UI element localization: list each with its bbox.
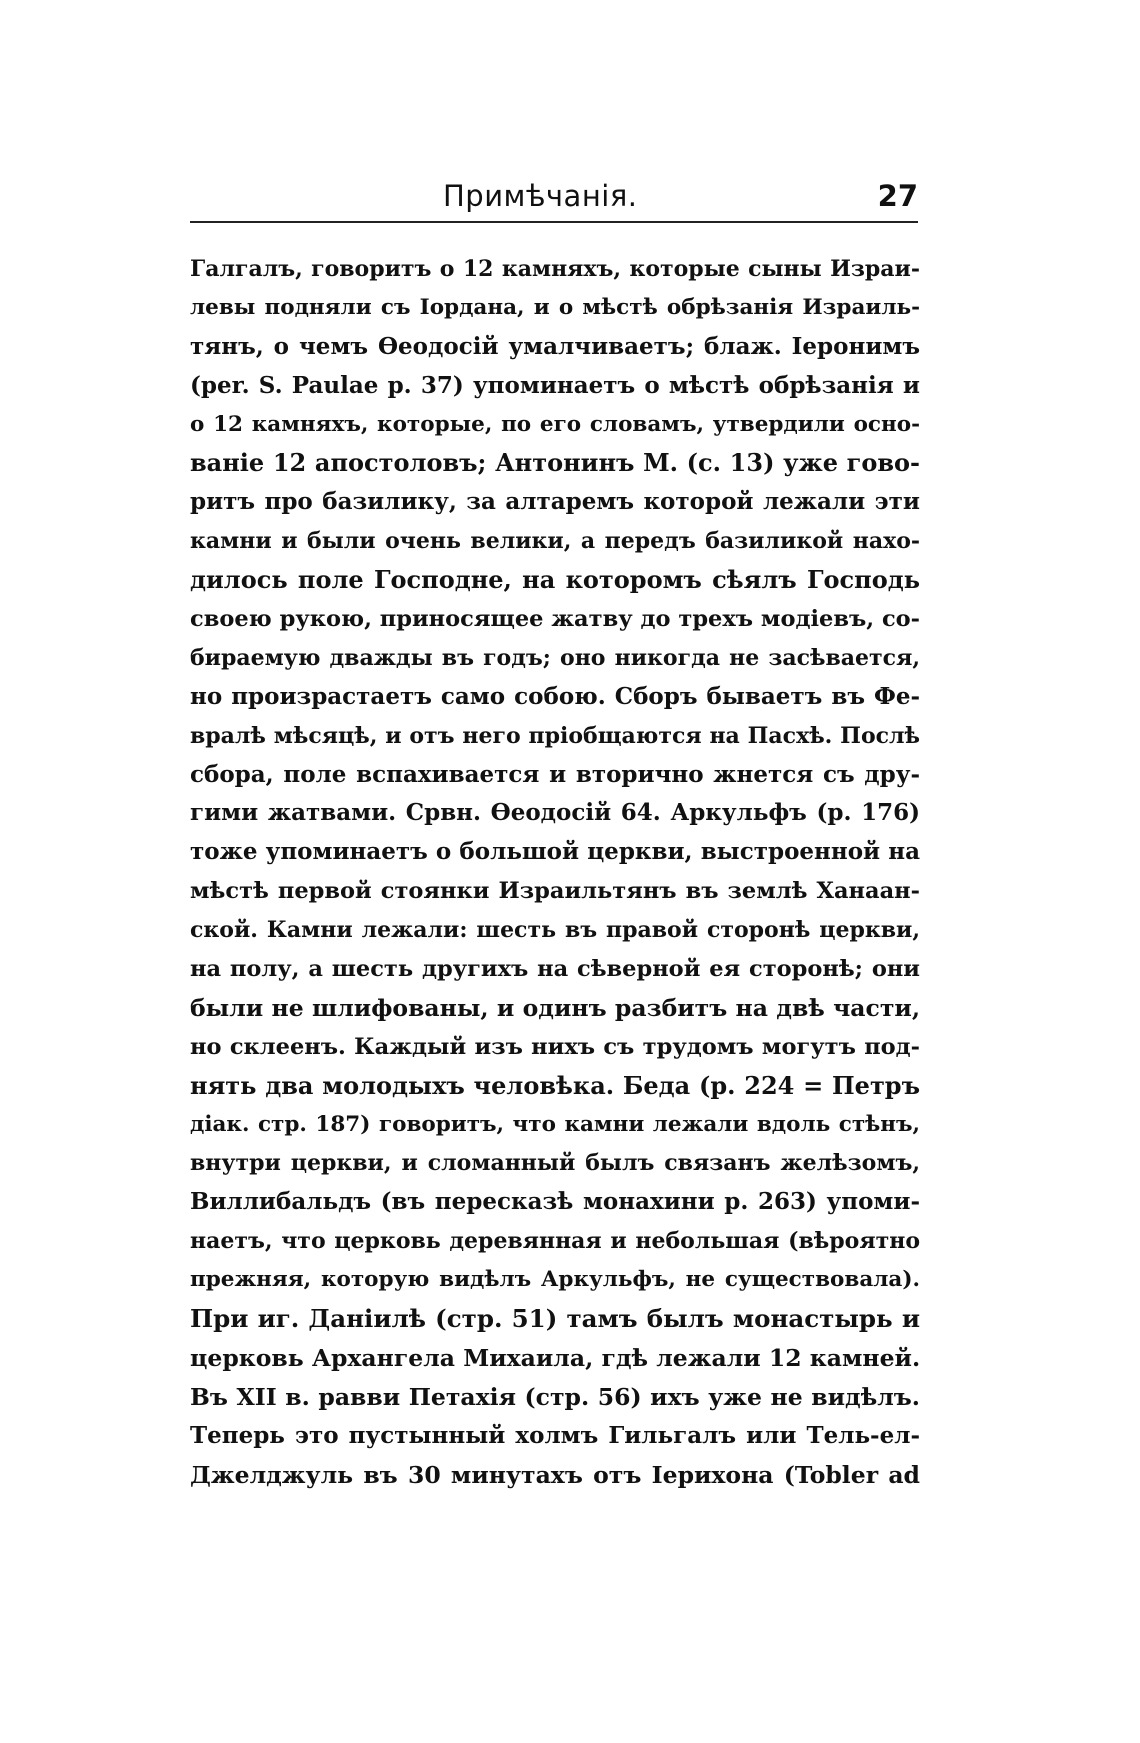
- page-number: 27: [877, 179, 918, 213]
- text-line: о 12 камняхъ, которые, по его словамъ, утвердили осно-: [190, 411, 920, 437]
- text-line: сбора, поле вспахивается и вторично жнется съ дру-: [190, 760, 920, 788]
- text-line: ской. Камни лежали: шесть въ правой сторонѣ церкви,: [190, 917, 920, 944]
- text-line: своею рукою, приносящее жатву до трехъ модіевъ, со-: [190, 606, 920, 633]
- text-line: на полу, а шесть другихъ на сѣверной ея сторонѣ; они: [190, 956, 920, 983]
- text-line: вралѣ мѣсяцѣ, и отъ него пріобщаются на Пасхѣ. Послѣ: [190, 722, 920, 749]
- text-line: были не шлифованы, и одинъ разбитъ на двѣ части,: [190, 993, 920, 1022]
- text-line: Въ XII в. равви Петахія (стр. 56) ихъ уже не видѣлъ.: [190, 1382, 920, 1411]
- text-line: дилось поле Господне, на которомъ сѣялъ Господь: [190, 565, 920, 595]
- text-line: гими жатвами. Срвн. Ѳеодосій 64. Аркульфъ (p. 176): [190, 799, 920, 827]
- page-header: [190, 175, 918, 223]
- text-line: камни и были очень велики, а передъ базиликой нахо-: [190, 528, 920, 555]
- text-line: мѣстѣ первой стоянки Израильтянъ въ землѣ Ханаан-: [190, 878, 920, 905]
- running-title: Примѣчанія.: [443, 179, 638, 213]
- text-line: Галгалъ, говоритъ о 12 камняхъ, которые сыны Израи-: [190, 256, 920, 282]
- text-line: Теперь это пустынный холмъ Гильгалъ или Тель-ел-: [190, 1421, 920, 1449]
- text-line: ритъ про базилику, за алтаремъ которой лежали эти: [190, 488, 920, 516]
- text-line: тоже упоминаетъ о большой церкви, выстроенной на: [190, 838, 920, 866]
- text-line: прежняя, которую видѣлъ Аркульфъ, не существовала).: [190, 1267, 920, 1293]
- text-line: При иг. Даніилѣ (стр. 51) тамъ былъ монастырь и: [190, 1304, 920, 1334]
- text-line: наетъ, что церковь деревянная и небольшая (вѣроятно: [190, 1228, 920, 1255]
- text-line: Виллибальдъ (въ пересказѣ монахини p. 263) упоми-: [190, 1188, 920, 1216]
- text-line: ваніе 12 апостоловъ; Антонинъ М. (с. 13) уже гово-: [190, 448, 920, 478]
- text-line: діак. стр. 187) говоритъ, что камни лежали вдоль стѣнъ,: [190, 1111, 920, 1137]
- text-line: церковь Архангела Михаила, гдѣ лежали 12 камней.: [190, 1343, 921, 1372]
- text-line: но склеенъ. Каждый изъ нихъ съ трудомъ могутъ под-: [190, 1033, 920, 1060]
- text-line: левы подняли съ Іордана, и о мѣстѣ обрѣзанія Израиль-: [190, 294, 920, 320]
- text-line: но произрастаетъ само собою. Сборъ бываетъ въ Фе-: [190, 682, 920, 710]
- body-text: [190, 250, 920, 1495]
- text-line: Джелджуль въ 30 минутахъ отъ Іерихона (Tobler ad: [190, 1460, 920, 1489]
- text-line: (per. S. Paulae p. 37) упоминаетъ о мѣстѣ обрѣзанія и: [190, 371, 920, 399]
- text-line: нять два молодыхъ человѣка. Беда (p. 224 = Петръ: [190, 1070, 920, 1100]
- text-line: тянъ, о чемъ Ѳеодосій умалчиваетъ; блаж. Іеронимъ: [190, 332, 920, 360]
- text-line: внутри церкви, и сломанный былъ связанъ желѣзомъ,: [190, 1150, 920, 1177]
- text-line: бираемую дважды въ годъ; оно никогда не засѣвается,: [190, 644, 920, 671]
